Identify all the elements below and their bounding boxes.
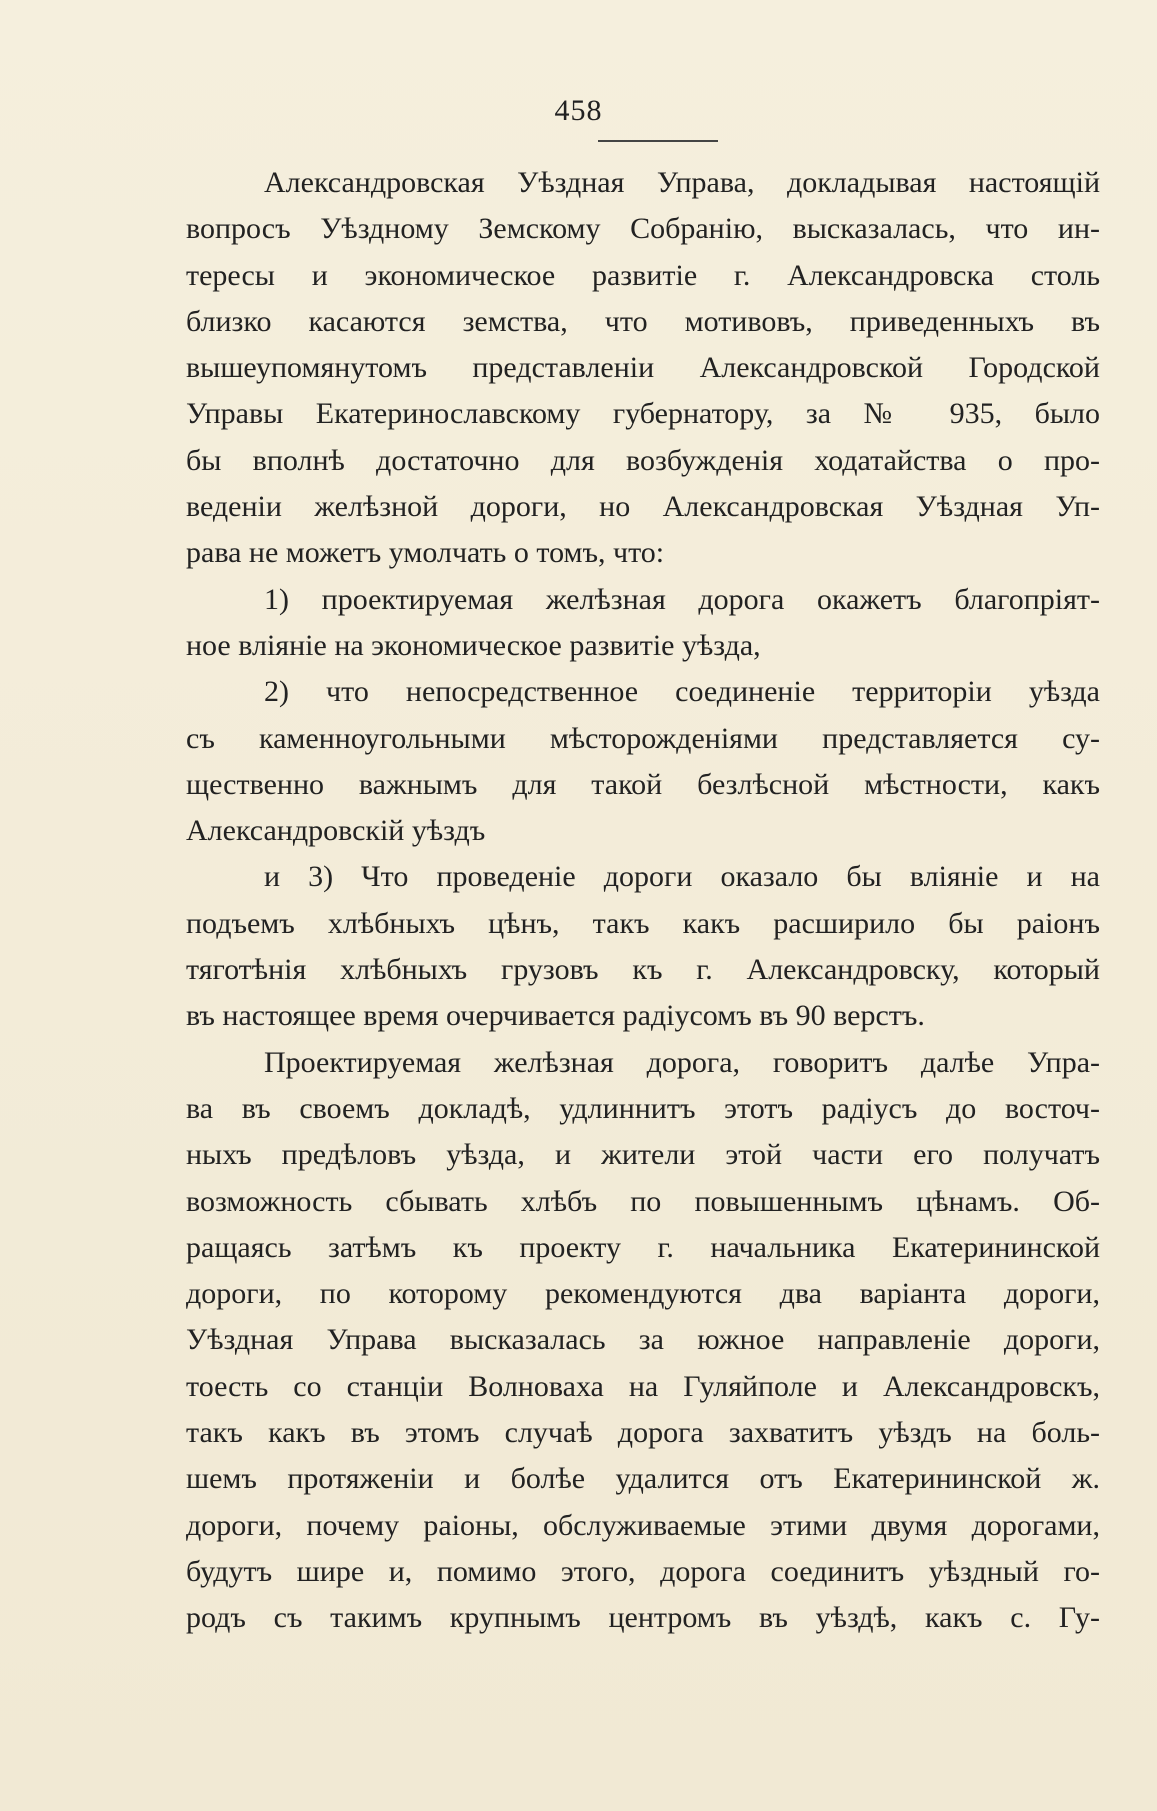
text-line: ныхъ предѣловъ уѣзда, и жители этой части его получатъ xyxy=(186,1138,1100,1172)
text-line: такъ какъ въ этомъ случаѣ дорога захватитъ уѣздъ на боль- xyxy=(186,1416,1100,1450)
text-line: съ каменноугольными мѣсторожденіями представляется су- xyxy=(186,721,1100,755)
body-text xyxy=(186,160,1100,1642)
text-line: и 3) Что проведеніе дороги оказало бы вліяніе и на xyxy=(264,860,1100,894)
text-line: ва въ своемъ докладѣ, удлиннитъ этотъ радіусъ до восточ- xyxy=(186,1091,1100,1125)
text-line: Александровскій уѣздъ xyxy=(186,814,486,848)
text-line: близко касаются земства, что мотивовъ, приведенныхъ въ xyxy=(186,304,1100,338)
text-line: въ настоящее время очерчивается радіусомъ въ 90 верстъ. xyxy=(186,999,925,1033)
text-line: Уѣздная Управа высказалась за южное направленіе дороги, xyxy=(186,1323,1100,1357)
text-line: дороги, по которому рекомендуются два варіанта дороги, xyxy=(186,1277,1100,1311)
text-line: шемъ протяженіи и болѣе удалится отъ Екатерининской ж. xyxy=(186,1462,1100,1496)
text-line: веденіи желѣзной дороги, но Александровская Уѣздная Уп- xyxy=(186,490,1100,524)
text-line: тоесть со станціи Волноваха на Гуляйполе и Александровскъ, xyxy=(186,1369,1100,1403)
text-line: дороги, почему раіоны, обслуживаемые этими двумя дорогами, xyxy=(186,1508,1100,1542)
text-line: щественно важнымъ для такой безлѣсной мѣстности, какъ xyxy=(186,767,1100,801)
header-rule xyxy=(598,140,718,142)
text-line: родъ съ такимъ крупнымъ центромъ въ уѣздѣ, какъ с. Гу- xyxy=(186,1601,1100,1635)
text-line: Управы Екатеринославскому губернатору, за № 935, было xyxy=(186,397,1100,431)
text-line: рава не можетъ умолчать о томъ, что: xyxy=(186,536,665,570)
text-line: тяготѣнія хлѣбныхъ грузовъ къ г. Александровску, который xyxy=(186,953,1100,987)
text-line: ращаясь затѣмъ къ проекту г. начальника Екатерининской xyxy=(186,1230,1100,1264)
text-line: вопросъ Уѣздному Земскому Собранію, высказалась, что ин- xyxy=(186,212,1100,246)
text-line: возможность сбывать хлѣбъ по повышеннымъ цѣнамъ. Об- xyxy=(186,1184,1100,1218)
text-line: будутъ шире и, помимо этого, дорога соединитъ уѣздный го- xyxy=(186,1554,1100,1588)
text-line: Проектируемая желѣзная дорога, говоритъ далѣе Упра- xyxy=(264,1045,1100,1079)
text-line: 2) что непосредственное соединеніе территоріи уѣзда xyxy=(264,675,1100,709)
text-line: ное вліяніе на экономическое развитіе уѣзда, xyxy=(186,628,761,662)
text-line: подъемъ хлѣбныхъ цѣнъ, такъ какъ расширило бы раіонъ xyxy=(186,906,1100,940)
text-line: тересы и экономическое развитіе г. Александровска столь xyxy=(186,258,1100,292)
text-line: бы вполнѣ достаточно для возбужденія ходатайства о про- xyxy=(186,443,1100,477)
text-line: 1) проектируемая желѣзная дорога окажетъ благопріят- xyxy=(264,582,1100,616)
text-line: вышеупомянутомъ представленіи Александровской Городской xyxy=(186,351,1100,385)
text-line: Александровская Уѣздная Управа, докладывая настоящій xyxy=(264,166,1100,199)
page-number: 458 xyxy=(554,94,603,127)
